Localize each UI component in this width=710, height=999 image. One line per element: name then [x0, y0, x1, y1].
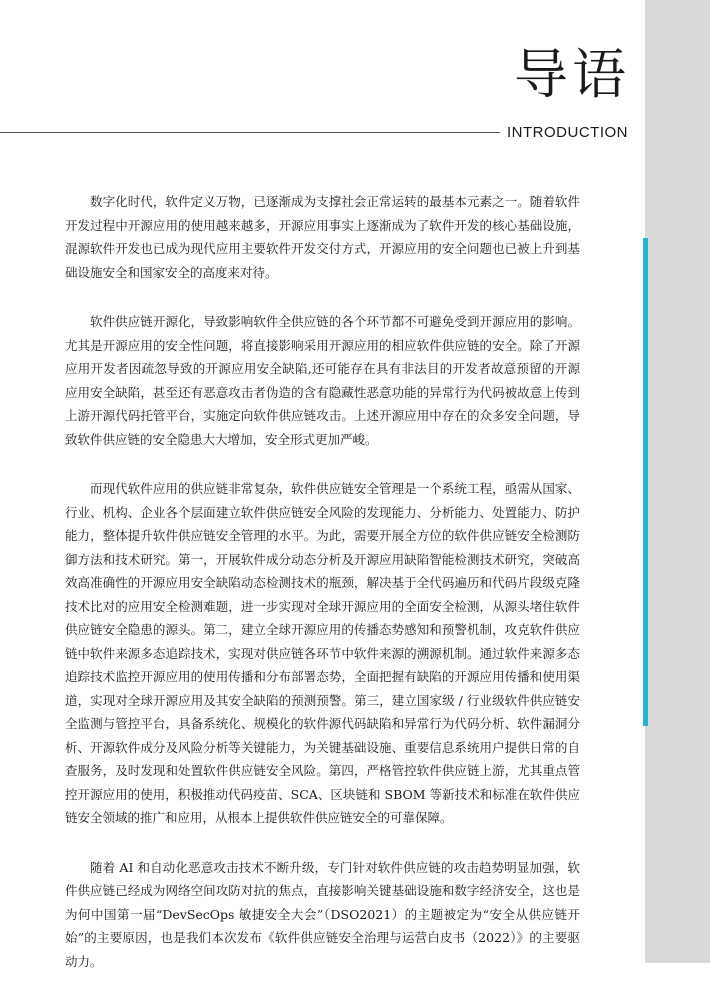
paragraph-2: 软件供应链开源化，导致影响软件全供应链的各个环节都不可避免受到开源应用的影响。尤其是开源应用的安全性问题，将直接影响采用开源应用的相应软件供应链的安全。除了开源应用开发者因疏忽导致的开源应用安全缺陷,还可能存在具有非法目的开发者故意预留的开源应用安全缺陷，甚至还有恶意攻击者伪造的含有隐藏性恶意功能的异常行为代码被故意上传到上游开源代码托管平台，实施定向软件供应链攻击。上述开源应用中存在的众多安全问题，导致软件供应链的安全隐患大大增加，安全形式更加严峻。 — [65, 314, 580, 447]
body-text — [65, 190, 580, 999]
paragraph-3: 而现代软件应用的供应链非常复杂，软件供应链安全管理是一个系统工程，亟需从国家、行业、机构、企业各个层面建立软件供应链安全风险的发现能力、分析能力、处置能力、防护能力，整体提升软件供应链安全管理的水平。为此，需要开展全方位的软件供应链安全检测防御方法和技术研究。第一，开展软件成分动态分析及开源应用缺陷智能检测技术研究，突破高效高准确性的开源应用安全缺陷动态检测技术的瓶颈，解决基于全代码遍历和代码片段级克隆技术比对的应用安全检测难题，进一步实现对全球开源应用的全面安全检测，从源头堵住软件供应链安全隐患的源头。第二，建立全球开源应用的传播态势感知和预警机制，攻克软件供应链中软件来源多态追踪技术，实现对供应链各环节中软件来源的溯源机制。通过软件来源多态追踪技术监控开源应用的使用传播和分布部署态势，全面把握有缺陷的开源应用传播和使用渠道，实现对全球开源应用及其安全缺陷的预测预警。第三，建立国家级 / 行业级软件供应链安全监测与管控平台，具备系统化、规模化的软件源代码缺陷和异常行为代码分析、软件漏洞分析、开源软件成分及风险分析等关键能力，为关键基础设施、重要信息系统用户提供日常的自查服务，及时发现和处置软件供应链安全风险。第四，严格管控软件供应链上游，尤其重点管控开源应用的使用，积极推动代码疫苗、SCA、区块链和 SBOM 等新技术和标准在软件供应链安全领域的推广和应用，从根本上提供软件供应链安全的可靠保障。 — [65, 481, 580, 825]
page-subtitle: INTRODUCTION — [507, 124, 628, 141]
accent-bar — [643, 238, 648, 726]
header-rule — [0, 132, 500, 133]
paragraph-1: 数字化时代，软件定义万物，已逐渐成为支撑社会正常运转的最基本元素之一。随着软件开发过程中开源应用的使用越来越多，开源应用事实上逐渐成为了软件开发的核心基础设施，混源软件开发也已成为现代应用主要软件开发交付方式，开源应用的安全问题也已被上升到基础设施安全和国家安全的高度来对待。 — [65, 194, 580, 280]
page-title: 导语 — [514, 43, 630, 106]
right-side-band — [645, 0, 710, 963]
paragraph-4: 随着 AI 和自动化恶意攻击技术不断升级，专门针对软件供应链的攻击趋势明显加强，软件供应链已经成为网络空间攻防对抗的焦点，直接影响关键基础设施和数字经济安全，这也是为何中国第一届“DevSecOps 敏捷安全大会”（DSO2021）的主题被定为“安全从供应链开始”的主要原因，也是我们本次发布《软件供应链安全治理与运营白皮书（2022）》的主要驱动力。 — [65, 859, 580, 969]
